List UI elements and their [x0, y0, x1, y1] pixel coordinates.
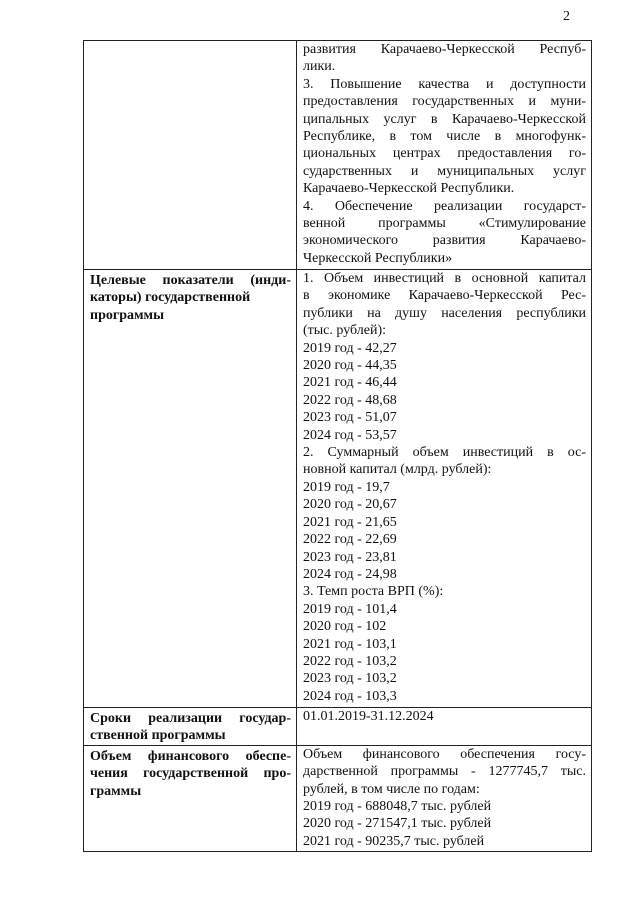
row-content-line: 2020 год - 20,67	[303, 497, 397, 513]
table-row	[84, 41, 592, 270]
row-content-line: публики на душу населения республики	[303, 305, 586, 321]
row-content-line: циональных центрах предоставления го-	[303, 146, 586, 162]
row-content-line: 2024 год - 103,3	[303, 688, 397, 704]
row-content-line: Республике, в том числе в многофунк-	[303, 129, 586, 145]
row-label-line: Сроки реализации государ-	[90, 711, 291, 726]
row-label-line: ственной программы	[90, 728, 226, 744]
row-content-line: дарственной программы - 1277745,7 тыс.	[303, 764, 586, 780]
row-content-line: рублей, в том числе по годам:	[303, 781, 480, 797]
row-label-line: Объем финансового обеспе-	[90, 748, 291, 764]
row-content-line: 2019 год - 19,7	[303, 479, 390, 495]
row-label-cell	[84, 41, 297, 270]
row-content-cell	[297, 41, 592, 270]
row-content-line: 2022 год - 22,69	[303, 532, 397, 548]
row-content-line: 2019 год - 101,4	[303, 601, 397, 617]
row-label-line: программы	[90, 307, 164, 323]
row-content-line: ципальных услуг в Карачаево-Черкесской	[303, 111, 586, 127]
row-content-line: новной капитал (млрд. рублей):	[303, 462, 492, 478]
row-content-line: 2. Суммарный объем инвестиций в ос-	[303, 445, 586, 461]
table-row	[84, 708, 592, 746]
row-content-cell	[297, 745, 592, 851]
row-content-line: 2024 год - 24,98	[303, 566, 397, 582]
row-content-line: 3. Темп роста ВРП (%):	[303, 584, 444, 600]
row-content-line: венной программы «Стимулирование	[303, 216, 586, 232]
row-content-line: Карачаево-Черкесской Республики.	[303, 181, 515, 197]
row-content-line: 2022 год - 103,2	[303, 653, 397, 669]
row-content-line: 2020 год - 271547,1 тыс. рублей	[303, 816, 492, 832]
row-label-cell	[84, 270, 297, 708]
row-label-cell	[84, 745, 297, 851]
row-content-line: 2021 год - 103,1	[303, 636, 397, 652]
row-label-line: каторы) государственной	[90, 290, 251, 306]
row-content-line: развития Карачаево-Черкесской Респуб-	[303, 42, 586, 57]
row-content-line: сударственных и муниципальных услуг	[303, 163, 586, 179]
row-content-line: 1. Объем инвестиций в основной капитал	[303, 271, 586, 286]
row-content-line: 2020 год - 102	[303, 619, 387, 635]
program-passport-table	[83, 40, 592, 852]
row-content-line: 2023 год - 23,81	[303, 549, 397, 565]
row-content-line: 2021 год - 90235,7 тыс. рублей	[303, 833, 485, 849]
page-number: 2	[563, 9, 570, 24]
row-content-line: 2023 год - 51,07	[303, 410, 397, 426]
row-content-line: Черкесской Республики»	[303, 250, 453, 266]
row-content-line: в экономике Карачаево-Черкесской Рес-	[303, 288, 586, 304]
row-content-cell	[297, 270, 592, 708]
row-label-line: Целевые показатели (инди-	[90, 273, 291, 288]
row-label-line: чения государственной про-	[90, 766, 291, 782]
row-content-line: 2020 год - 44,35	[303, 358, 397, 374]
row-content-line: 2019 год - 688048,7 тыс. рублей	[303, 799, 492, 815]
row-content-line: 2021 год - 21,65	[303, 514, 397, 530]
row-content-cell	[297, 708, 592, 746]
row-content-line: 3. Повышение качества и доступности	[303, 76, 586, 92]
row-label-cell	[84, 708, 297, 746]
row-content-line: 2021 год - 46,44	[303, 375, 397, 391]
table-row	[84, 270, 592, 708]
row-content-line: 2023 год - 103,2	[303, 671, 397, 687]
row-content-line: 2024 год - 53,57	[303, 427, 397, 443]
row-content-line: лики.	[303, 59, 336, 75]
row-content-line: предоставления государственных и муни-	[303, 94, 586, 110]
row-content-line: 4. Обеспечение реализации государст-	[303, 198, 586, 214]
table-row	[84, 745, 592, 851]
row-content-line: 2019 год - 42,27	[303, 340, 397, 356]
row-label-line: граммы	[90, 783, 142, 799]
row-content-line: 2022 год - 48,68	[303, 392, 397, 408]
row-content-line: 01.01.2019-31.12.2024	[303, 709, 434, 724]
row-content-line: Объем финансового обеспечения госу-	[303, 746, 586, 762]
row-content-line: экономического развития Карачаево-	[303, 233, 586, 249]
row-content-line: (тыс. рублей):	[303, 323, 387, 339]
